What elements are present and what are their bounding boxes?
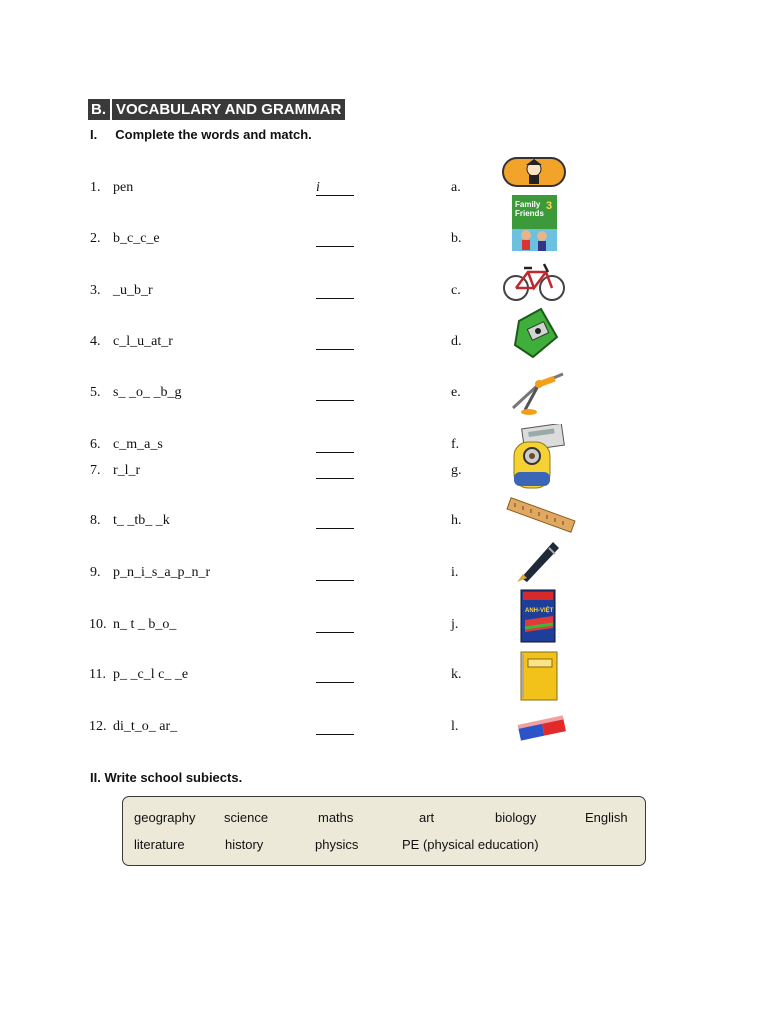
row-word: p_n_i_s_a_p_n_r <box>113 565 211 580</box>
row-word: b_c_c_e <box>113 231 160 246</box>
row-number: 8. <box>90 513 101 528</box>
row-letter: i. <box>451 565 459 580</box>
section-title: VOCABULARY AND GRAMMAR <box>116 101 342 118</box>
answer-blank[interactable] <box>316 565 354 581</box>
subject-word: biology <box>495 810 537 825</box>
textbook-icon <box>512 195 557 251</box>
answer-blank[interactable] <box>316 667 354 683</box>
answer-blank[interactable] <box>316 719 354 735</box>
subject-word: art <box>419 810 435 825</box>
eraser-icon <box>515 712 569 746</box>
row-word: c_m_a_s <box>113 437 163 452</box>
row-number: 5. <box>90 385 101 400</box>
row-word: r_l_r <box>113 463 141 478</box>
book-number: 3 <box>546 200 553 212</box>
subject-word: English <box>585 810 628 825</box>
ruler-icon <box>503 497 577 535</box>
row-number: 1. <box>90 180 101 195</box>
row-number: 12. <box>89 719 107 734</box>
part-2-title: II. Write school subiects. <box>90 770 243 785</box>
row-word: p_ _c_l c_ _e <box>113 667 189 682</box>
row-number: 2. <box>90 231 101 246</box>
row-letter: g. <box>451 463 462 478</box>
row-letter: c. <box>451 283 461 298</box>
subject-word: maths <box>318 810 354 825</box>
row-letter: h. <box>451 513 462 528</box>
row-letter: f. <box>451 437 460 452</box>
subject-word: history <box>225 837 264 852</box>
answer-blank[interactable] <box>316 617 354 633</box>
row-word: pen <box>113 180 134 195</box>
answer-blank[interactable] <box>316 437 354 453</box>
answer-blank[interactable] <box>316 334 354 350</box>
row-number: 7. <box>90 463 101 478</box>
subject-word: literature <box>134 837 185 852</box>
dictionary-icon <box>519 588 559 644</box>
compass-icon <box>505 370 565 416</box>
subject-word: geography <box>134 810 196 825</box>
row-word: s_ _o_ _b_g <box>113 385 182 400</box>
row-letter: d. <box>451 334 462 349</box>
answer-blank[interactable] <box>316 385 354 401</box>
row-number: 11. <box>89 667 106 682</box>
row-number: 10. <box>89 617 107 632</box>
row-letter: a. <box>451 180 461 195</box>
answer-blank[interactable] <box>316 463 354 479</box>
subject-word: PE (physical education) <box>402 837 539 852</box>
row-letter: l. <box>451 719 459 734</box>
notebook-icon <box>519 650 559 702</box>
subjects-box <box>122 796 646 866</box>
subject-word: physics <box>315 837 359 852</box>
subject-word: science <box>224 810 269 825</box>
fountain-pen-icon <box>515 536 563 584</box>
row-letter: b. <box>451 231 462 246</box>
answer-blank[interactable] <box>316 513 354 529</box>
part-1-title: I. Complete the words and match. <box>90 127 312 142</box>
row-word: n_ t _ b_o_ <box>113 617 177 632</box>
answer-blank[interactable] <box>316 231 354 247</box>
row-number: 6. <box>90 437 101 452</box>
bicycle-icon <box>502 258 566 304</box>
row-word: c_l_u_at_r <box>113 334 173 349</box>
row-letter: k. <box>451 667 462 682</box>
book-title-line1: Family <box>515 200 541 209</box>
section-header <box>88 99 345 120</box>
row-number: 3. <box>90 283 101 298</box>
answer-blank[interactable]: i <box>316 180 354 196</box>
row-letter: e. <box>451 385 461 400</box>
pencil-case-icon <box>501 155 567 189</box>
section-label: B. <box>88 99 112 120</box>
row-letter: j. <box>451 617 459 632</box>
row-word: t_ _tb_ _k <box>113 513 170 528</box>
pencil-sharpener-icon <box>513 307 559 361</box>
school-bag-icon <box>511 438 553 492</box>
answer-blank[interactable] <box>316 283 354 299</box>
row-word: di_t_o_ ar_ <box>113 719 178 734</box>
book-title-line2: Friends <box>515 209 544 218</box>
row-number: 9. <box>90 565 101 580</box>
dictionary-title: ANH-VIỆT <box>525 608 554 614</box>
row-word: _u_b_r <box>113 283 153 298</box>
row-number: 4. <box>90 334 101 349</box>
